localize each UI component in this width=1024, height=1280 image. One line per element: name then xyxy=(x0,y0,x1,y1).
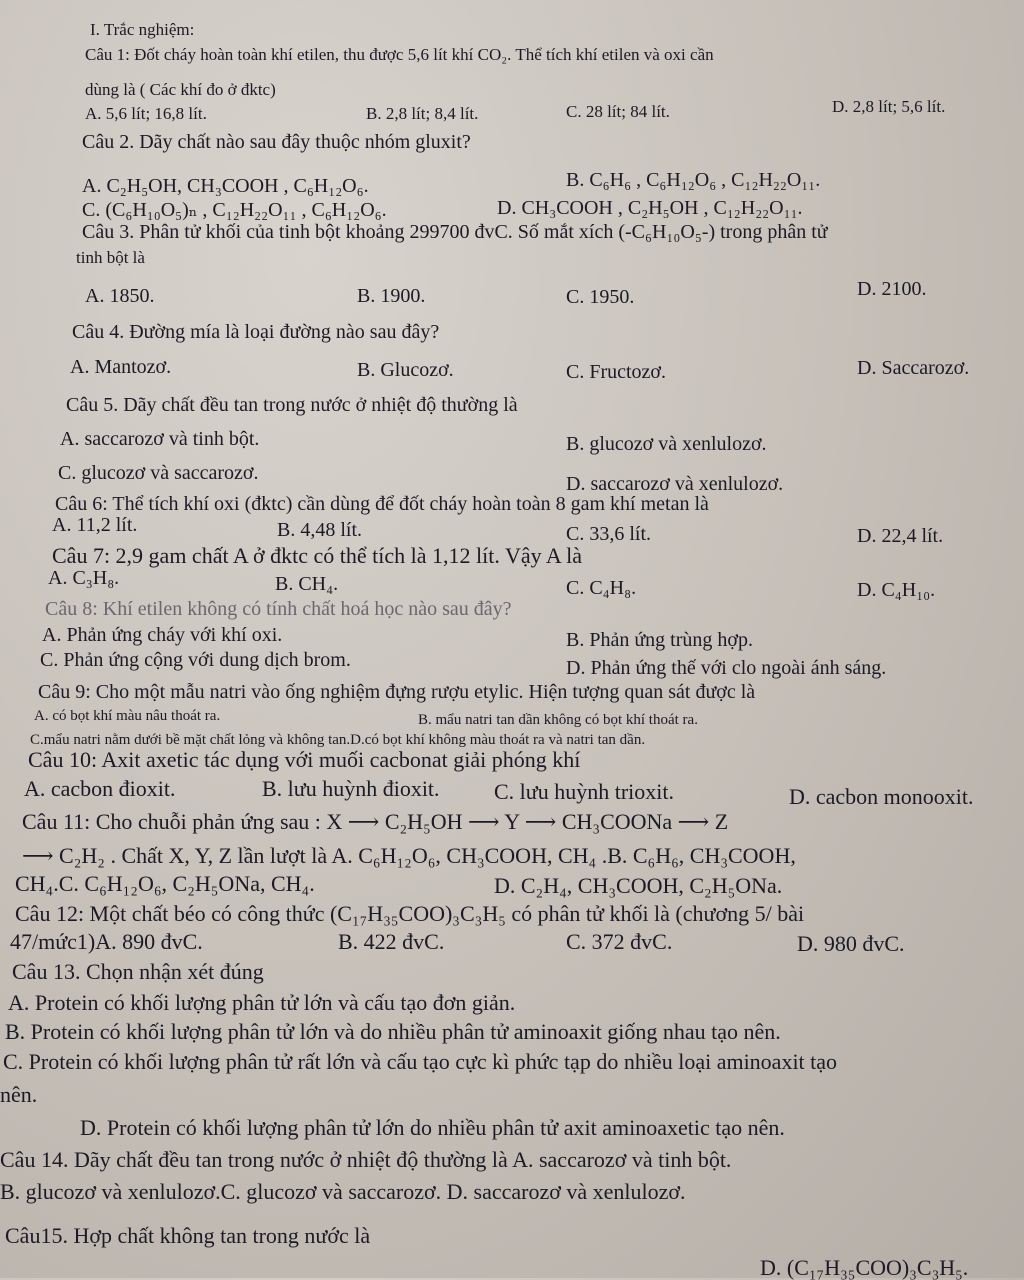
q7-option-c: C. C₄H₈. xyxy=(566,577,637,599)
q2-option-c: C. (C₆H₁₀O₅)ₙ , C₁₂H₂₂O₁₁ , C₆H₁₂O₆. xyxy=(82,199,387,221)
q5-option-d: D. saccarozơ và xenlulozơ. xyxy=(566,473,784,495)
q10-option-b: B. lưu huỳnh đioxit. xyxy=(262,776,440,801)
q7-option-b: B. CH₄. xyxy=(275,573,339,595)
q5-stem: Câu 5. Dãy chất đều tan trong nước ở nhiệt độ thường là xyxy=(66,394,518,416)
q7-option-d: D. C₄H₁₀. xyxy=(857,579,936,601)
q13-option-a: A. Protein có khối lượng phân tử lớn và cấu tạo đơn giản. xyxy=(8,990,516,1015)
q6-option-a: A. 11,2 lít. xyxy=(52,514,138,536)
q4-option-d: D. Saccarozơ. xyxy=(857,357,970,379)
q2-stem: Câu 2. Dãy chất nào sau đây thuộc nhóm gluxit? xyxy=(82,131,471,153)
q13-option-b: B. Protein có khối lượng phân tử lớn và do nhiều phân tử aminoaxit giống nhau tạo nên. xyxy=(5,1019,781,1044)
q1-option-b: B. 2,8 lít; 8,4 lít. xyxy=(366,104,479,123)
q13-stem: Câu 13. Chọn nhận xét đúng xyxy=(12,959,264,984)
q4-option-a: A. Mantozơ. xyxy=(70,356,172,378)
q11-line1: Câu 11: Cho chuỗi phản ứng sau : X ⟶ C₂H₅OH ⟶ Y ⟶ CH₃COONa ⟶ Z xyxy=(22,809,729,834)
q13-option-c-line2: nên. xyxy=(0,1082,38,1107)
q12-option-c: C. 372 đvC. xyxy=(566,929,673,954)
q6-option-b: B. 4,48 lít. xyxy=(277,519,363,541)
q12-option-b: B. 422 đvC. xyxy=(338,929,445,954)
q13-option-d: D. Protein có khối lượng phân tử lớn do nhiều phân tử axit aminoaxetic tạo nên. xyxy=(80,1115,785,1140)
q15-stem: Câu15. Hợp chất không tan trong nước là xyxy=(5,1223,371,1248)
q1-line1: Câu 1: Đốt cháy hoàn toàn khí etilen, thu được 5,6 lít khí CO₂. Thể tích khí etilen và oxi cần xyxy=(85,45,714,64)
q10-option-c: C. lưu huỳnh trioxit. xyxy=(494,779,674,804)
q1-option-a: A. 5,6 lít; 16,8 lít. xyxy=(85,104,207,123)
q3-stem-line1: Câu 3. Phân tử khối của tinh bột khoảng 299700 đvC. Số mắt xích (-C₆H₁₀O₅-) trong phân tử xyxy=(82,221,828,243)
q3-option-c: C. 1950. xyxy=(566,286,635,308)
q12-stem: Câu 12: Một chất béo có công thức (C₁₇H₃₅COO)₃C₃H₅ có phân tử khối là (chương 5/ bài xyxy=(15,901,805,926)
q5-option-a: A. saccarozơ và tinh bột. xyxy=(60,428,260,450)
q4-option-c: C. Fructozơ. xyxy=(566,361,667,383)
q6-option-d: D. 22,4 lít. xyxy=(857,525,944,547)
q1-line2: dùng là ( Các khí đo ở đktc) xyxy=(85,80,276,99)
section-heading: I. Trắc nghiệm: xyxy=(90,20,195,39)
q8-option-d: D. Phản ứng thế với clo ngoài ánh sáng. xyxy=(566,657,887,679)
q9-option-b: B. mẩu natri tan dần không có bọt khí thoát ra. xyxy=(418,712,698,728)
q10-option-d: D. cacbon monooxit. xyxy=(789,784,974,809)
q2-option-d: D. CH₃COOH , C₂H₅OH , C₁₂H₂₂O₁₁. xyxy=(497,197,803,219)
q14-line2: B. glucozơ và xenlulozơ.C. glucozơ và saccarozơ. D. saccarozơ và xenlulozơ. xyxy=(0,1179,686,1204)
q11-line2: ⟶ C₂H₂ . Chất X, Y, Z lần lượt là A. C₆H₁₂O₆, CH₃COOH, CH₄ .B. C₆H₆, CH₃COOH, xyxy=(22,843,796,868)
q13-option-c-line1: C. Protein có khối lượng phân tử rất lớn và cấu tạo cực kì phức tạp do nhiều loại aminoaxit tạo xyxy=(3,1049,838,1074)
q12-option-d: D. 980 đvC. xyxy=(797,931,905,956)
q4-option-b: B. Glucozơ. xyxy=(357,359,454,381)
q3-option-d: D. 2100. xyxy=(857,278,927,300)
q7-stem: Câu 7: 2,9 gam chất A ở đktc có thể tích là 1,12 lít. Vậy A là xyxy=(52,543,582,568)
q9-option-c-d: C.mẩu natri nằm dưới bề mặt chất lỏng và không tan.D.có bọt khí không màu thoát ra và natri tan dần. xyxy=(30,732,646,748)
q5-option-c: C. glucozơ và saccarozơ. xyxy=(58,462,259,484)
q11-option-c: CH₄.C. C₆H₁₂O₆, C₂H₅ONa, CH₄. xyxy=(15,871,315,896)
q6-stem: Câu 6: Thể tích khí oxi (đktc) cần dùng để đốt cháy hoàn toàn 8 gam khí metan là xyxy=(55,493,709,515)
q8-option-a: A. Phản ứng cháy với khí oxi. xyxy=(42,624,283,646)
q8-stem: Câu 8: Khí etilen không có tính chất hoá học nào sau đây? xyxy=(45,598,512,620)
q15-option-d: D. (C₁₇H₃₅COO)₃C₃H₅. xyxy=(760,1255,969,1280)
q9-option-a: A. có bọt khí màu nâu thoát ra. xyxy=(34,708,221,724)
q8-option-b: B. Phản ứng trùng hợp. xyxy=(566,629,753,651)
q5-option-b: B. glucozơ và xenlulozơ. xyxy=(566,433,767,455)
q3-option-a: A. 1850. xyxy=(85,285,155,307)
q12-option-a: 47/mức1)A. 890 đvC. xyxy=(10,929,203,954)
q11-option-d: D. C₂H₄, CH₃COOH, C₂H₅ONa. xyxy=(494,873,783,898)
q6-option-c: C. 33,6 lít. xyxy=(566,523,652,545)
q3-stem-line2: tinh bột là xyxy=(76,248,145,267)
q14-line1: Câu 14. Dãy chất đều tan trong nước ở nhiệt độ thường là A. saccarozơ và tinh bột. xyxy=(0,1147,732,1172)
q4-stem: Câu 4. Đường mía là loại đường nào sau đây? xyxy=(72,321,440,343)
q7-option-a: A. C₃H₈. xyxy=(48,567,120,589)
q10-option-a: A. cacbon đioxit. xyxy=(24,776,176,801)
q8-option-c: C. Phản ứng cộng với dung dịch brom. xyxy=(40,649,351,671)
q1-option-c: C. 28 lít; 84 lít. xyxy=(566,102,670,121)
q1-option-d: D. 2,8 lít; 5,6 lít. xyxy=(832,97,946,116)
q2-option-b: B. C₆H₆ , C₆H₁₂O₆ , C₁₂H₂₂O₁₁. xyxy=(566,169,821,191)
q10-stem: Câu 10: Axit axetic tác dụng với muối cacbonat giải phóng khí xyxy=(28,747,581,772)
q9-stem: Câu 9: Cho một mẫu natri vào ống nghiệm đựng rượu etylic. Hiện tượng quan sát được là xyxy=(38,681,756,703)
q3-option-b: B. 1900. xyxy=(357,285,426,307)
q2-option-a: A. C₂H₅OH, CH₃COOH , C₆H₁₂O₆. xyxy=(82,175,369,197)
